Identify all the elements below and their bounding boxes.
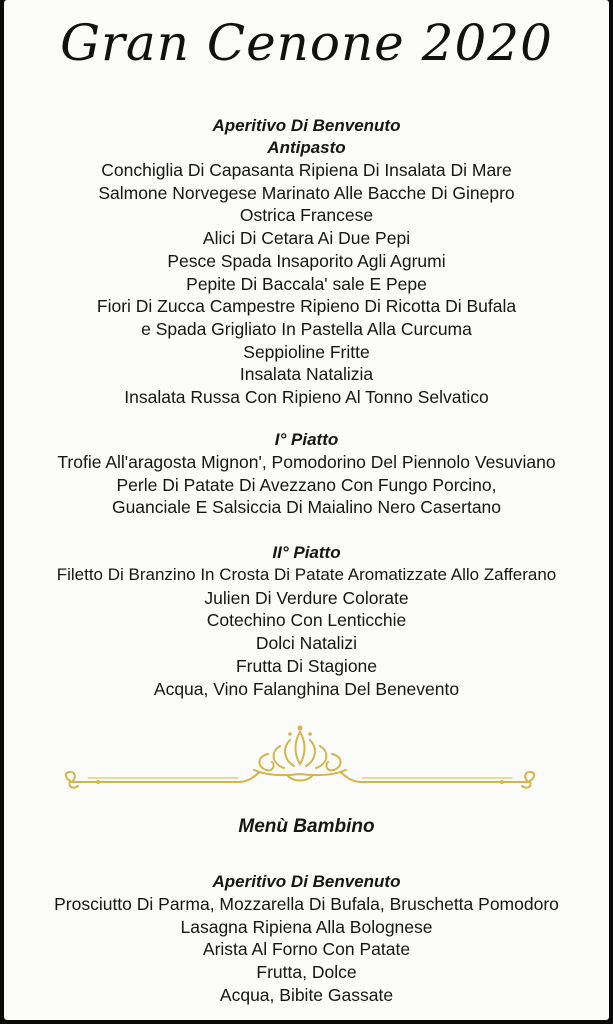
menu-item: Insalata Russa Con Ripieno Al Tonno Selvatico bbox=[124, 387, 489, 408]
bambino-items-section bbox=[4, 871, 609, 1007]
primo-section bbox=[4, 429, 609, 519]
menu-item: Pesce Spada Insaporito Agli Agrumi bbox=[167, 250, 446, 271]
menu-item: Acqua, Bibite Gassate bbox=[219, 984, 394, 1005]
menu-item: Julien Di Verdure Colorate bbox=[204, 587, 409, 608]
bambino-aperitivo-heading: Aperitivo Di Benvenuto bbox=[212, 872, 401, 891]
menu-item: Frutta Di Stagione bbox=[235, 655, 378, 676]
menu-item: Ostrica Francese bbox=[239, 205, 374, 226]
aperitivo-heading: Aperitivo Di Benvenuto bbox=[212, 116, 401, 135]
menu-item: Guanciale E Salsiccia Di Maialino Nero Casertano bbox=[111, 497, 502, 518]
menu-item: e Spada Grigliato In Pastella Alla Curcuma bbox=[141, 318, 472, 339]
antipasto-heading: Antipasto bbox=[267, 138, 346, 157]
menu-item: Filetto Di Branzino In Crosta Di Patate Aromatizzate Allo Zafferano bbox=[56, 565, 557, 584]
main-menu-section bbox=[4, 115, 609, 409]
menu-item: Perle Di Patate Di Avezzano Con Fungo Porcino, bbox=[116, 474, 497, 495]
secondo-heading: II° Piatto bbox=[272, 543, 341, 562]
menu-item: Salmone Norvegese Marinato Alle Bacche Di Ginepro bbox=[98, 182, 515, 203]
menu-title: Gran Cenone 2020 bbox=[60, 14, 553, 72]
menu-item: Acqua, Vino Falanghina Del Benevento bbox=[153, 678, 460, 699]
menu-item: Fiori Di Zucca Campestre Ripieno Di Ricotta Di Bufala bbox=[96, 296, 517, 317]
antipasto-list bbox=[4, 159, 609, 409]
menu-item: Trofie All'aragosta Mignon', Pomodorino Del Piennolo Vesuviano bbox=[57, 452, 556, 472]
menu-item: Conchiglia Di Capasanta Ripiena Di Insalata Di Mare bbox=[101, 160, 512, 180]
menu-item: Frutta, Dolce bbox=[256, 962, 357, 983]
menu-item: Cotechino Con Lenticchie bbox=[206, 610, 407, 631]
menu-item: Alici Di Cetara Ai Due Pepi bbox=[202, 228, 411, 249]
primo-heading: I° Piatto bbox=[274, 430, 339, 449]
menu-item: Prosciutto Di Parma, Mozzarella Di Bufala, Bruschetta Pomodoro bbox=[54, 894, 559, 914]
menu-bambino-heading: Menù Bambino bbox=[238, 816, 375, 837]
menu-card bbox=[4, 0, 609, 1020]
menu-item: Dolci Natalizi bbox=[255, 633, 358, 654]
menu-item: Lasagna Ripiena Alla Bolognese bbox=[180, 916, 433, 937]
gold-flourish-divider bbox=[58, 720, 542, 800]
menu-item: Arista Al Forno Con Patate bbox=[202, 939, 411, 960]
menu-item: Insalata Natalizia bbox=[239, 364, 374, 385]
secondo-section bbox=[4, 542, 609, 700]
menu-bambino-section bbox=[4, 816, 609, 838]
menu-item: Seppioline Fritte bbox=[243, 341, 370, 362]
menu-item: Pepite Di Baccala' sale E Pepe bbox=[186, 273, 427, 294]
